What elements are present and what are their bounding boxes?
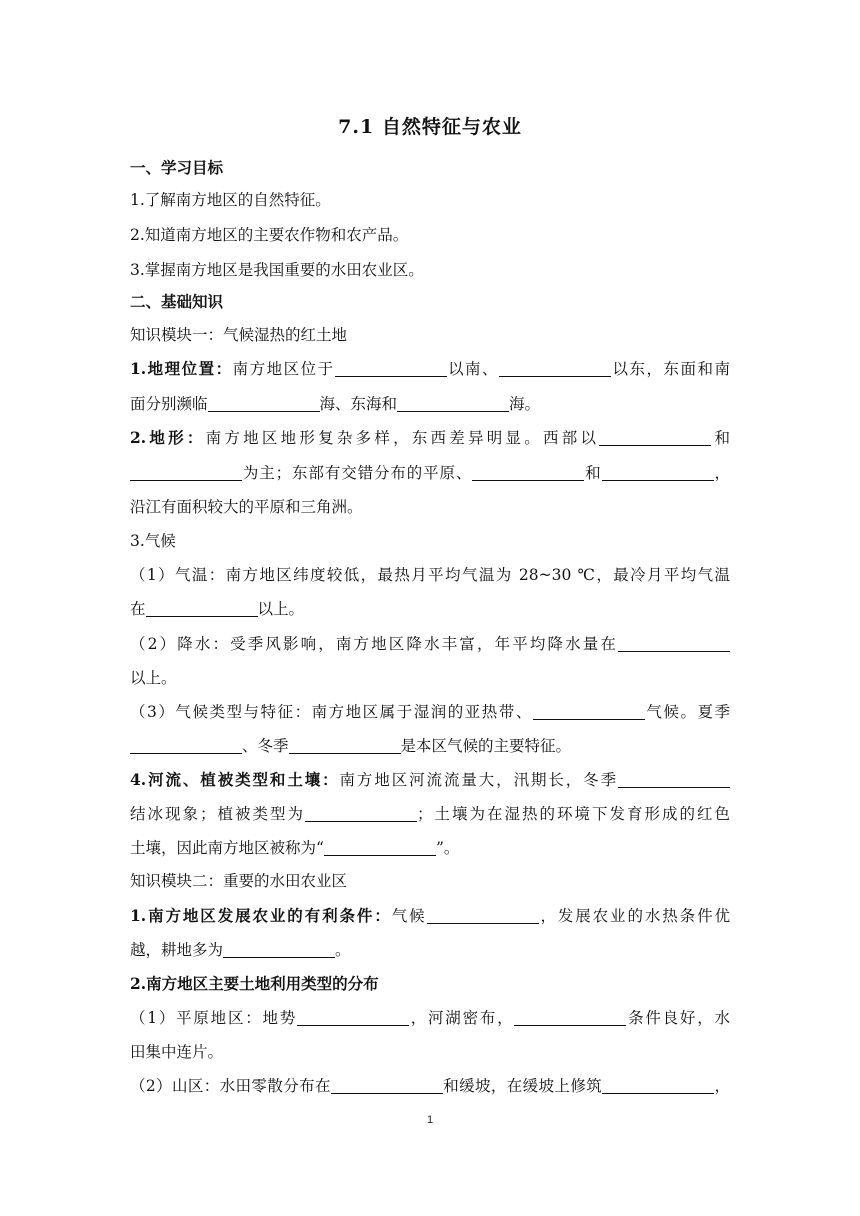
climate-type-line-1: （3）气候类型与特征：南方地区属于湿润的亚热带、 气候。夏季 bbox=[130, 703, 730, 721]
river-line-3: 土壤，因此南方地区被称为“ ”。 bbox=[130, 839, 460, 857]
section-heading-basics: 二、基础知识 bbox=[130, 292, 224, 311]
section-heading-goals: 一、学习目标 bbox=[130, 158, 224, 177]
fill-blank[interactable] bbox=[499, 358, 611, 377]
climate-temp-line-1: （1）气温：南方地区纬度较低，最热月平均气温为 28~30 ℃，最冷月平均气温 bbox=[130, 566, 730, 584]
river-line-1: 4.河流、植被类型和土壤：南方地区河流流量大，汛期长，冬季 bbox=[130, 768, 730, 792]
fill-blank[interactable] bbox=[618, 769, 730, 788]
fill-blank[interactable] bbox=[297, 1007, 409, 1026]
fill-blank[interactable] bbox=[602, 1075, 714, 1094]
fill-blank[interactable] bbox=[146, 598, 258, 617]
fill-blank[interactable] bbox=[514, 1007, 626, 1026]
fill-blank[interactable] bbox=[130, 735, 242, 754]
fill-blank[interactable] bbox=[331, 1075, 443, 1094]
terrain-line-2: 为主；东部有交错分布的平原、 和 ， bbox=[130, 461, 730, 485]
landuse-mountain-line-1: （2）山区：水田零散分布在 和缓坡，在缓坡上修筑 ， bbox=[130, 1077, 730, 1095]
goal-item: 2.知道南方地区的主要农作物和农产品。 bbox=[130, 226, 409, 244]
fill-blank[interactable] bbox=[324, 837, 436, 856]
landuse-heading: 2.南方地区主要土地利用类型的分布 bbox=[130, 974, 379, 993]
page-title: 7.1 自然特征与农业 bbox=[338, 116, 522, 138]
geo-label: 1.地理位置： bbox=[130, 359, 233, 378]
climate-prec-line-1: （2）降水：受季风影响，南方地区降水丰富，年平均降水量在 bbox=[130, 632, 730, 656]
fill-blank[interactable] bbox=[602, 462, 714, 481]
geo-line-2: 面分别濒临 海、东海和 海。 bbox=[130, 395, 541, 413]
landuse-plain-line-2: 田集中连片。 bbox=[130, 1043, 224, 1061]
fill-blank[interactable] bbox=[427, 905, 539, 924]
climate-prec-line-2: 以上。 bbox=[130, 669, 177, 687]
landuse-plain-line-1: （1）平原地区：地势 ，河湖密布， 条件良好，水 bbox=[130, 1009, 730, 1027]
fill-blank[interactable] bbox=[533, 701, 645, 720]
fill-blank[interactable] bbox=[305, 803, 417, 822]
fill-blank[interactable] bbox=[223, 939, 335, 958]
goal-item: 1.了解南方地区的自然特征。 bbox=[130, 191, 331, 209]
agri-line-2: 越，耕地多为 。 bbox=[130, 941, 351, 959]
terrain-line-1: 2.地形：南方地区地形复杂多样，东西差异明显。西部以 和 bbox=[130, 428, 730, 447]
fill-blank[interactable] bbox=[472, 462, 584, 481]
fill-blank[interactable] bbox=[289, 735, 401, 754]
climate-temp-line-2: 在 以上。 bbox=[130, 600, 305, 618]
module-heading: 知识模块一：气候湿热的红土地 bbox=[130, 326, 348, 344]
fill-blank[interactable] bbox=[208, 393, 320, 412]
river-label: 4.河流、植被类型和土壤： bbox=[130, 770, 340, 789]
agri-label: 1.南方地区发展农业的有利条件： bbox=[130, 906, 392, 925]
module-heading: 知识模块二：重要的水田农业区 bbox=[130, 872, 348, 890]
terrain-label: 2.地形： bbox=[130, 428, 206, 447]
goal-item: 3.掌握南方地区是我国重要的水田农业区。 bbox=[130, 261, 424, 279]
fill-blank[interactable] bbox=[618, 633, 730, 652]
fill-blank[interactable] bbox=[397, 393, 509, 412]
fill-blank[interactable] bbox=[335, 358, 447, 377]
fill-blank[interactable] bbox=[599, 427, 711, 446]
geo-line-1: 1.地理位置：南方地区位于 以南、 以东，东面和南 bbox=[130, 359, 730, 378]
agri-line-1: 1.南方地区发展农业的有利条件：气候 ，发展农业的水热条件优 bbox=[130, 906, 730, 925]
river-line-2: 结冰现象；植被类型为 ；土壤为在湿热的环境下发育形成的红色 bbox=[130, 805, 730, 823]
page-number: 1 bbox=[426, 1114, 434, 1126]
climate-type-line-2: 、冬季 是本区气候的主要特征。 bbox=[130, 734, 730, 758]
terrain-line-3: 沿江有面积较大的平原和三角洲。 bbox=[130, 498, 363, 516]
climate-heading: 3.气候 bbox=[130, 532, 176, 550]
fill-blank[interactable] bbox=[130, 462, 242, 481]
